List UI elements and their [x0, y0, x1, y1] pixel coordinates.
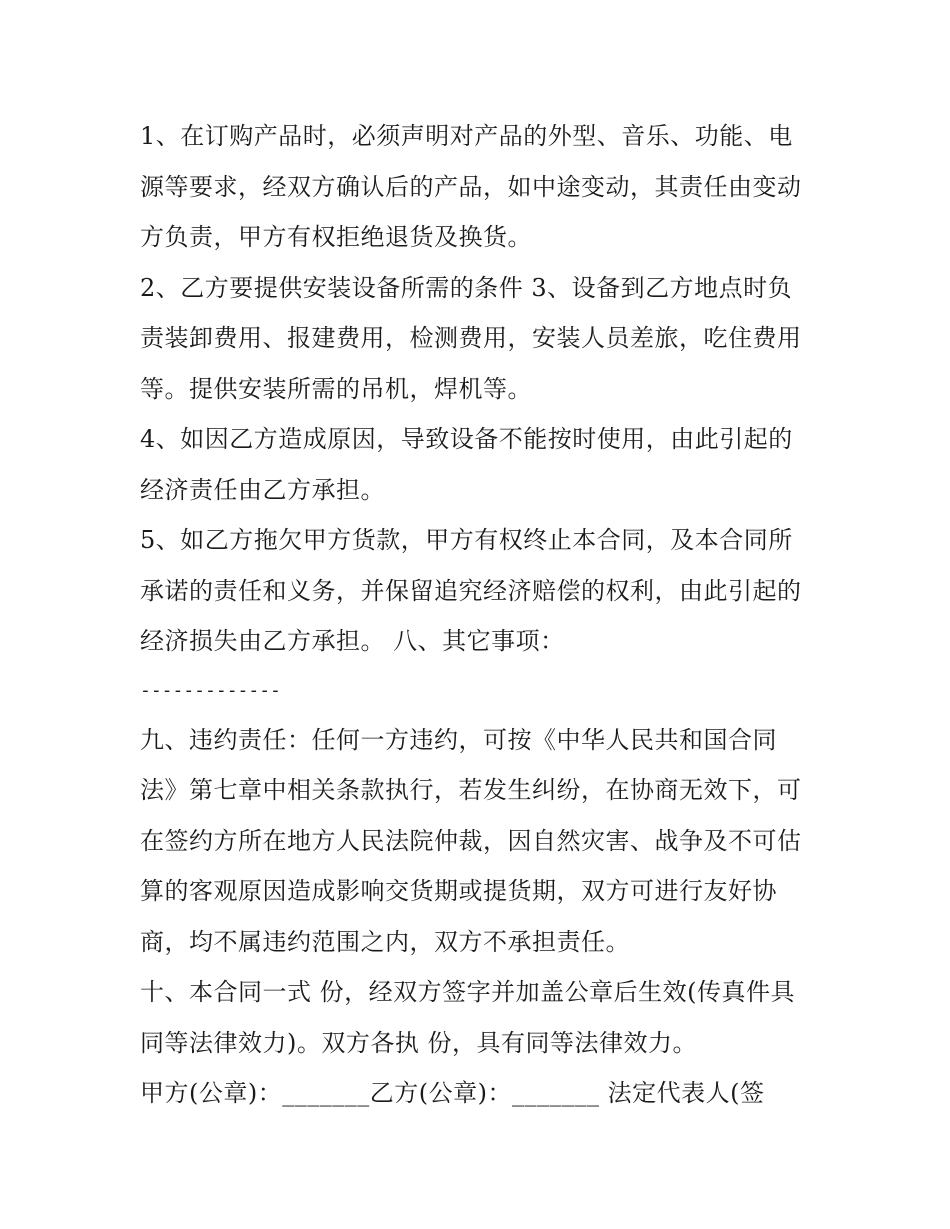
text-line: 经济责任由乙方承担。: [140, 475, 385, 504]
text-line: 法》第七章中相关条款执行，若发生纠纷，在协商无效下，可: [140, 776, 802, 804]
text-line: 同等法律效力)。双方各执 份，具有同等法律效力。: [140, 1028, 697, 1057]
clause-10-copies: [140, 967, 820, 1068]
signature-line: 甲方(公章)：_______乙方(公章)：_______ 法定代表人(签: [140, 1079, 765, 1107]
text-line: 算的客观原因造成影响交货期或提货期，双方可进行友好协: [140, 877, 777, 905]
clause-2-3: [140, 263, 820, 415]
clause-1: [140, 111, 820, 263]
separator-line: -------------: [140, 679, 281, 701]
text-line: 商，均不属违约范围之内，双方不承担责任。: [140, 927, 630, 956]
text-line: 九、违约责任：任何一方违约，可按《中华人民共和国合同: [140, 725, 777, 754]
text-line: 在签约方所在地方人民法院仲裁，因自然灾害、战争及不可估: [140, 826, 802, 855]
text-line: 4、如因乙方造成原因，导致设备不能按时使用，由此引起的: [140, 425, 793, 453]
text-line: 源等要求，经双方确认后的产品，如中途变动，其责任由变动: [140, 172, 802, 201]
text-line: 十、本合同一式 份，经双方签字并加盖公章后生效(传真件具: [140, 978, 795, 1006]
clause-9-breach: [140, 715, 820, 968]
text-line: 等。提供安装所需的吊机，焊机等。: [140, 374, 532, 403]
signature-block: [140, 1068, 820, 1119]
clause-5: [140, 515, 820, 667]
text-line: 承诺的责任和义务，并保留追究经济赔偿的权利，由此引起的: [140, 576, 802, 605]
clause-4: [140, 414, 820, 515]
text-line: 方负责，甲方有权拒绝退货及换货。: [140, 223, 532, 251]
contract-body: [140, 111, 820, 1119]
text-line: 2、乙方要提供安装设备所需的条件 3、设备到乙方地点时负: [140, 273, 793, 302]
text-line: 责装卸费用、报建费用，检测费用，安装人员差旅，吃住费用: [140, 324, 802, 352]
text-line: 经济损失由乙方承担。 八、其它事项：: [140, 627, 565, 655]
text-line: 1、在订购产品时，必须声明对产品的外型、音乐、功能、电: [140, 122, 793, 150]
text-line: 5、如乙方拖欠甲方货款，甲方有权终止本合同，及本合同所: [140, 526, 793, 554]
